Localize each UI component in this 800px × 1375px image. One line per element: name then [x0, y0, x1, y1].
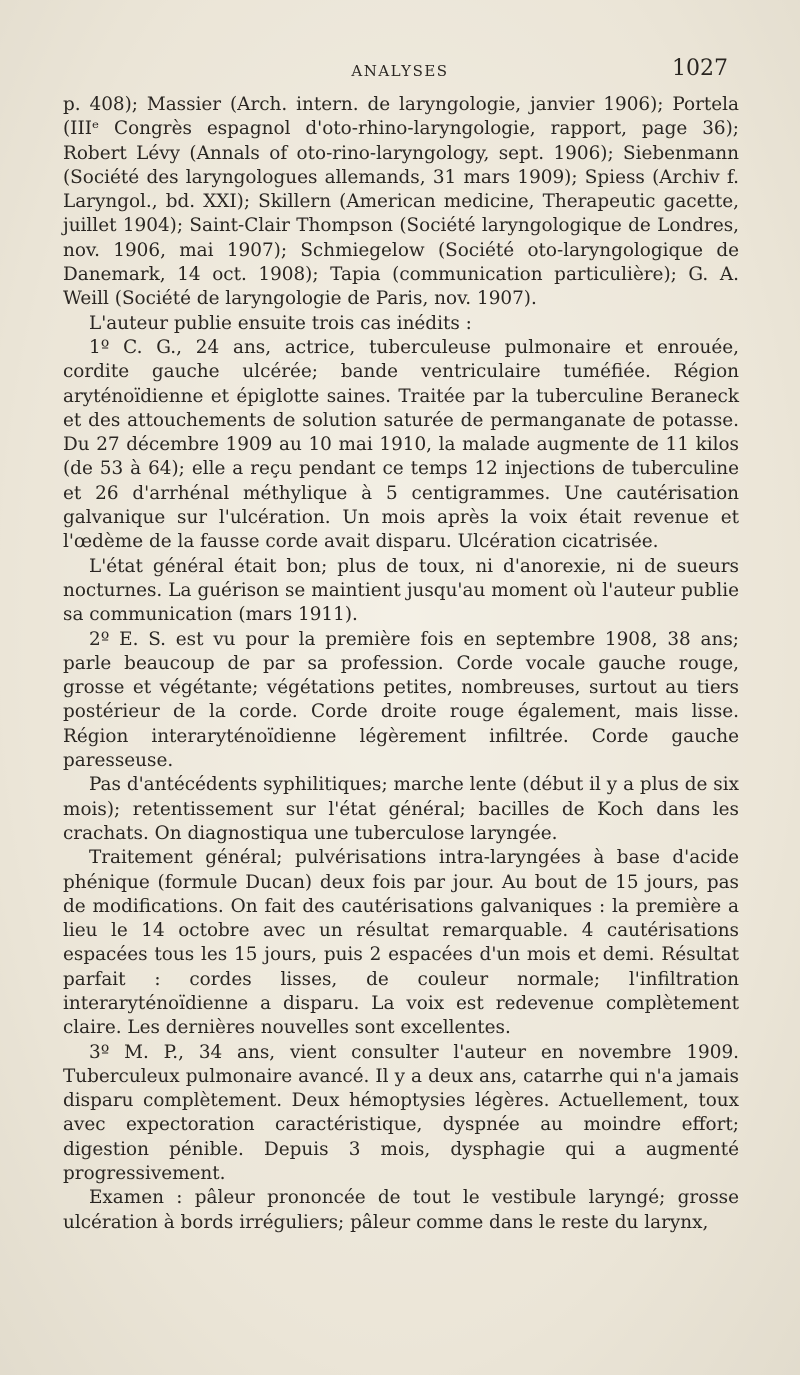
page-number: 1027	[672, 56, 728, 81]
paragraph-case-2-history: Pas d'antécédents syphilitiques; marche lente (début il y a plus de six mois); retentissement sur l'état général; bacilles de Koch dans les crachats. On diagnostiqua une tuberculose laryngée.	[63, 774, 739, 844]
paragraph-case-3-exam: Examen : pâleur prononcée de tout le vestibule laryngé; grosse ulcération à bords irréguliers; pâleur comme dans le reste du larynx,	[63, 1187, 739, 1233]
running-header	[0, 56, 800, 90]
paragraph-case-2: 2º E. S. est vu pour la première fois en septembre 1908, 38 ans; parle beaucoup de par sa profession. Corde vocale gauche rouge, grosse et végétante; végétations petites, nombreuses, surtout au tiers postérieur de la corde. Corde droite rouge également, mais lisse. Région interaryténoïdienne légèrement infiltrée. Corde gauche paresseuse.	[63, 628, 739, 772]
paragraph-case-2-treatment: Traitement général; pulvérisations intra-laryngées à base d'acide phénique (formule Ducan) deux fois par jour. Au bout de 15 jours, pas de modifications. On fait des cautérisations galvaniques : la première a lieu le 14 octobre avec un résultat remarquable. 4 cautérisations espacées tous les 15 jours, puis 2 espacées d'un mois et demi. Résultat parfait : cordes lisses, de couleur normale; l'infiltration interaryténoïdienne a disparu. La voix est redevenue complètement claire. Les dernières nouvelles sont excellentes.	[63, 847, 739, 1039]
paragraph-case-1-outcome: L'état général était bon; plus de toux, ni d'anorexie, ni de sueurs nocturnes. La guérison se maintient jusqu'au moment où l'auteur publie sa communication (mars 1911).	[63, 555, 739, 626]
running-title: ANALYSES	[351, 62, 449, 80]
body-text	[63, 93, 739, 1235]
paragraph-case-1: 1º C. G., 24 ans, actrice, tuberculeuse pulmonaire et enrouée, cordite gauche ulcérée; bande ventriculaire tuméfiée. Région aryténoïdienne et épiglotte saines. Traitée par la tuberculine Beraneck et des attouchements de solution saturée de permanganate de potasse. Du 27 décembre 1909 au 10 mai 1910, la malade augmente de 11 kilos (de 53 à 64); elle a reçu pendant ce temps 12 injections de tuberculine et 26 d'arrhénal méthylique à 5 centigrammes. Une cautérisation galvanique sur l'ulcération. Un mois après la voix était revenue et l'œdème de la fausse corde avait disparu. Ulcération cicatrisée.	[63, 336, 739, 553]
paragraph-intro-cases: L'auteur publie ensuite trois cas inédits :	[89, 312, 472, 334]
paragraph-references: p. 408); Massier (Arch. intern. de laryngologie, janvier 1906); Portela (IIIᵉ Congrès espagnol d'oto-rhino-laryngologie, rapport, page 36); Robert Lévy (Annals of oto-rino-laryngology, sept. 1906); Siebenmann (Société des laryngologues allemands, 31 mars 1909); Spiess (Archiv f. Laryngol., bd. XXI); Skillern (American medicine, Therapeutic gacette, juillet 1904); Saint-Clair Thompson (Société laryngologique de Londres, nov. 1906, mai 1907); Schmiegelow (Société oto-laryngologique de Danemark, 14 oct. 1908); Tapia (communication particulière); G. A. Weill (Société de laryngologie de Paris, nov. 1907).	[63, 94, 739, 310]
paragraph-case-3: 3º M. P., 34 ans, vient consulter l'auteur en novembre 1909. Tuberculeux pulmonaire avancé. Il y a deux ans, catarrhe qui n'a jamais disparu complètement. Deux hémoptysies légères. Actuellement, toux avec expectoration caractéristique, dyspnée au moindre effort; digestion pénible. Depuis 3 mois, dysphagie qui a augmenté progressivement.	[63, 1041, 739, 1185]
